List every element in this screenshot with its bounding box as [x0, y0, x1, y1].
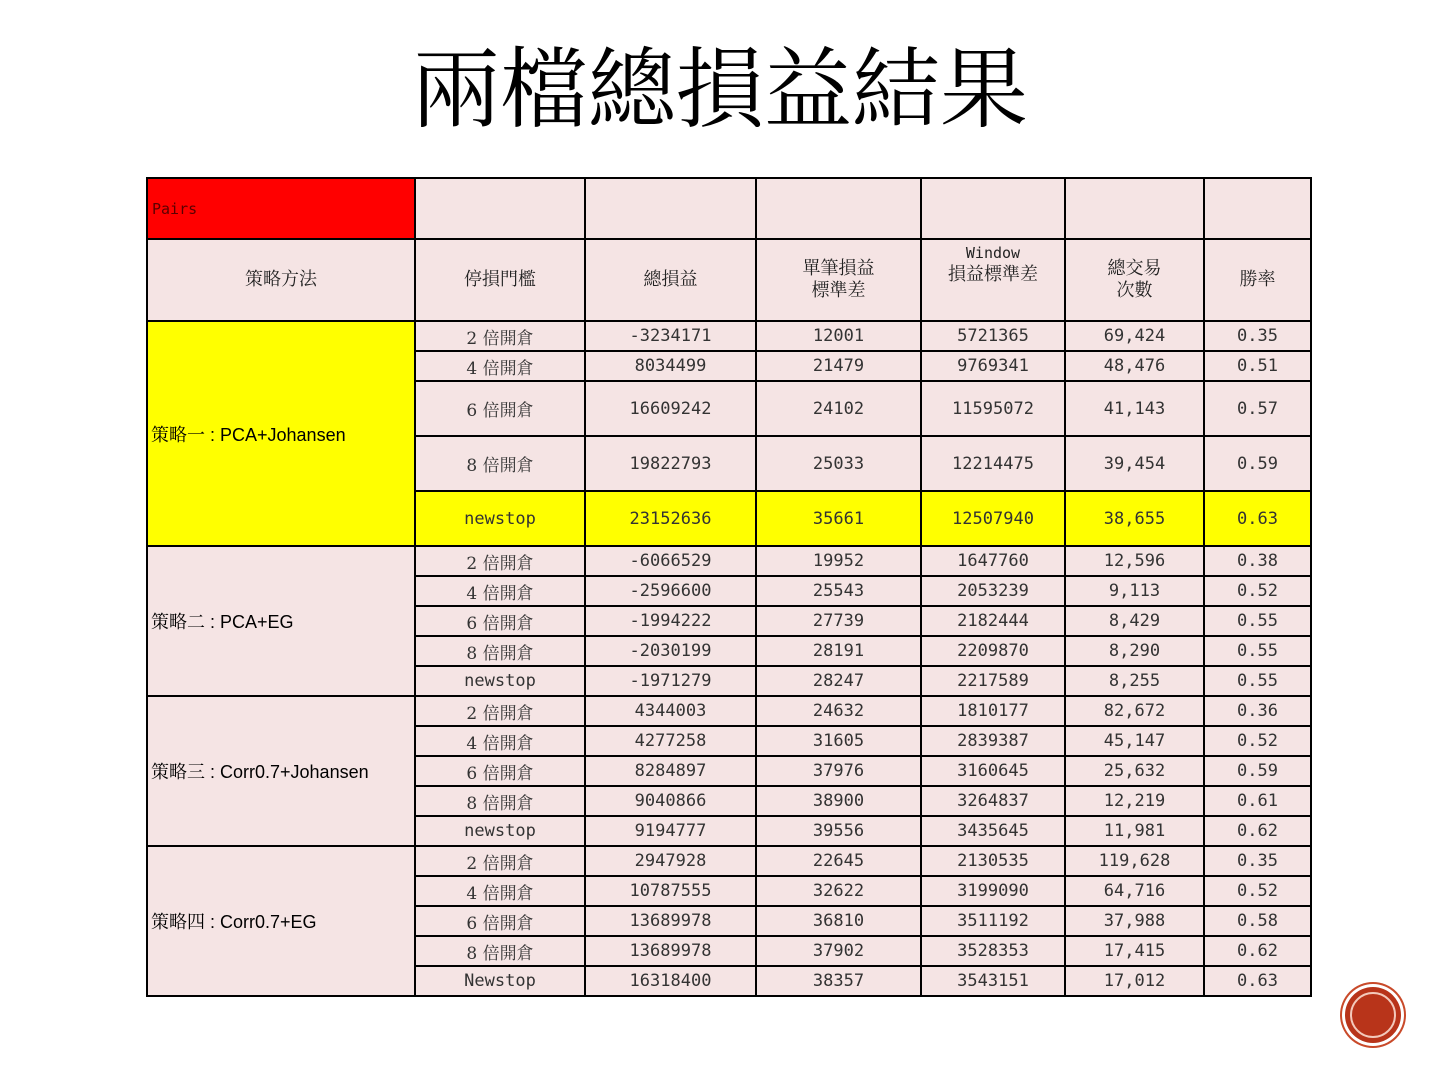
stop-threshold-cell: 2 倍開倉 — [415, 546, 585, 576]
window-std-cell: 3543151 — [921, 966, 1065, 996]
win-rate-cell: 0.62 — [1204, 816, 1311, 846]
window-std-cell: 2839387 — [921, 726, 1065, 756]
table-row — [147, 321, 1311, 351]
header-win-rate: 勝率 — [1204, 239, 1311, 321]
total-pnl-cell: 9194777 — [585, 816, 756, 846]
total-pnl-cell: 23152636 — [585, 491, 756, 546]
trade-count-cell: 11,981 — [1065, 816, 1204, 846]
total-pnl-cell: -6066529 — [585, 546, 756, 576]
trade-count-cell: 8,290 — [1065, 636, 1204, 666]
strategy-name-cell: 策略一 : PCA+Johansen — [147, 321, 415, 546]
stop-threshold-cell: 6 倍開倉 — [415, 381, 585, 436]
trade-std-cell: 32622 — [756, 876, 921, 906]
win-rate-cell: 0.57 — [1204, 381, 1311, 436]
stop-threshold-cell: 4 倍開倉 — [415, 351, 585, 381]
window-std-cell: 3264837 — [921, 786, 1065, 816]
total-pnl-cell: 4344003 — [585, 696, 756, 726]
header-trade-std — [756, 239, 921, 321]
win-rate-cell: 0.58 — [1204, 906, 1311, 936]
header-row — [147, 239, 1311, 321]
total-pnl-cell: 16609242 — [585, 381, 756, 436]
window-std-cell: 2182444 — [921, 606, 1065, 636]
total-pnl-cell: 2947928 — [585, 846, 756, 876]
total-pnl-cell: -1994222 — [585, 606, 756, 636]
stop-threshold-cell: 8 倍開倉 — [415, 936, 585, 966]
strategy-name-cell: 策略二 : PCA+EG — [147, 546, 415, 696]
trade-std-cell: 37902 — [756, 936, 921, 966]
trade-std-cell: 24102 — [756, 381, 921, 436]
win-rate-cell: 0.59 — [1204, 436, 1311, 491]
win-rate-cell: 0.52 — [1204, 576, 1311, 606]
stop-threshold-cell: newstop — [415, 666, 585, 696]
win-rate-cell: 0.51 — [1204, 351, 1311, 381]
win-rate-cell: 0.35 — [1204, 321, 1311, 351]
total-pnl-cell: -2030199 — [585, 636, 756, 666]
window-std-cell: 3199090 — [921, 876, 1065, 906]
trade-std-cell: 28191 — [756, 636, 921, 666]
trade-std-cell: 25033 — [756, 436, 921, 491]
total-pnl-cell: 9040866 — [585, 786, 756, 816]
header-total-pnl: 總損益 — [585, 239, 756, 321]
win-rate-cell: 0.55 — [1204, 666, 1311, 696]
stop-threshold-cell: 8 倍開倉 — [415, 786, 585, 816]
trade-count-cell: 64,716 — [1065, 876, 1204, 906]
total-pnl-cell: 8284897 — [585, 756, 756, 786]
window-std-cell: 11595072 — [921, 381, 1065, 436]
trade-std-cell: 21479 — [756, 351, 921, 381]
strategy-name-cell: 策略四 : Corr0.7+EG — [147, 846, 415, 996]
header-window-std-line1: Window — [965, 244, 1021, 262]
trade-std-cell: 27739 — [756, 606, 921, 636]
stop-threshold-cell: Newstop — [415, 966, 585, 996]
total-pnl-cell: 13689978 — [585, 906, 756, 936]
header-stop-threshold: 停損門檻 — [415, 239, 585, 321]
trade-count-cell: 39,454 — [1065, 436, 1204, 491]
total-pnl-cell: 13689978 — [585, 936, 756, 966]
pairs-cell: Pairs — [147, 178, 415, 239]
window-std-cell: 12214475 — [921, 436, 1065, 491]
win-rate-cell: 0.61 — [1204, 786, 1311, 816]
stop-threshold-cell: 2 倍開倉 — [415, 696, 585, 726]
trade-count-cell: 48,476 — [1065, 351, 1204, 381]
trade-std-cell: 12001 — [756, 321, 921, 351]
window-std-cell: 3160645 — [921, 756, 1065, 786]
win-rate-cell: 0.55 — [1204, 636, 1311, 666]
trade-count-cell: 8,429 — [1065, 606, 1204, 636]
stop-threshold-cell: 6 倍開倉 — [415, 606, 585, 636]
window-std-cell: 2209870 — [921, 636, 1065, 666]
trade-count-cell: 12,596 — [1065, 546, 1204, 576]
window-std-cell: 1810177 — [921, 696, 1065, 726]
trade-std-cell: 25543 — [756, 576, 921, 606]
trade-count-cell: 17,415 — [1065, 936, 1204, 966]
header-window-std-line2: 損益標準差 — [948, 264, 1038, 285]
trade-count-cell: 9,113 — [1065, 576, 1204, 606]
header-trade-std-line2: 標準差 — [811, 280, 866, 301]
win-rate-cell: 0.36 — [1204, 696, 1311, 726]
trade-count-cell: 69,424 — [1065, 321, 1204, 351]
trade-count-cell: 45,147 — [1065, 726, 1204, 756]
stop-threshold-cell: 6 倍開倉 — [415, 756, 585, 786]
window-std-cell: 1647760 — [921, 546, 1065, 576]
window-std-cell: 3528353 — [921, 936, 1065, 966]
window-std-cell: 3435645 — [921, 816, 1065, 846]
header-trade-count — [1065, 239, 1204, 321]
slide-title: 兩檔總損益結果 — [411, 38, 1028, 141]
stop-threshold-cell: 4 倍開倉 — [415, 576, 585, 606]
window-std-cell: 12507940 — [921, 491, 1065, 546]
strategy-name-cell: 策略三 : Corr0.7+Johansen — [147, 696, 415, 846]
header-window-std — [921, 239, 1065, 321]
table-row — [147, 846, 1311, 876]
win-rate-cell: 0.52 — [1204, 726, 1311, 756]
win-rate-cell: 0.63 — [1204, 491, 1311, 546]
empty-cell — [1204, 178, 1311, 239]
stop-threshold-cell: newstop — [415, 816, 585, 846]
header-trade-count-line2: 次數 — [1116, 280, 1153, 301]
win-rate-cell: 0.52 — [1204, 876, 1311, 906]
trade-std-cell: 22645 — [756, 846, 921, 876]
trade-std-cell: 19952 — [756, 546, 921, 576]
trade-std-cell: 24632 — [756, 696, 921, 726]
total-pnl-cell: 8034499 — [585, 351, 756, 381]
total-pnl-cell: -1971279 — [585, 666, 756, 696]
trade-std-cell: 35661 — [756, 491, 921, 546]
window-std-cell: 3511192 — [921, 906, 1065, 936]
total-pnl-cell: 19822793 — [585, 436, 756, 491]
total-pnl-cell: 4277258 — [585, 726, 756, 756]
stop-threshold-cell: 8 倍開倉 — [415, 436, 585, 491]
trade-count-cell: 38,655 — [1065, 491, 1204, 546]
win-rate-cell: 0.62 — [1204, 936, 1311, 966]
win-rate-cell: 0.38 — [1204, 546, 1311, 576]
header-strategy: 策略方法 — [147, 239, 415, 321]
win-rate-cell: 0.35 — [1204, 846, 1311, 876]
table-row — [147, 696, 1311, 726]
header-trade-count-line1: 總交易 — [1107, 258, 1162, 279]
trade-std-cell: 36810 — [756, 906, 921, 936]
trade-count-cell: 41,143 — [1065, 381, 1204, 436]
total-pnl-cell: -2596600 — [585, 576, 756, 606]
stop-threshold-cell: 2 倍開倉 — [415, 321, 585, 351]
trade-std-cell: 38357 — [756, 966, 921, 996]
stop-threshold-cell: newstop — [415, 491, 585, 546]
trade-count-cell: 8,255 — [1065, 666, 1204, 696]
window-std-cell: 2130535 — [921, 846, 1065, 876]
window-std-cell: 2053239 — [921, 576, 1065, 606]
stop-threshold-cell: 4 倍開倉 — [415, 876, 585, 906]
trade-count-cell: 17,012 — [1065, 966, 1204, 996]
trade-std-cell: 39556 — [756, 816, 921, 846]
pairs-row — [147, 178, 1311, 239]
trade-count-cell: 82,672 — [1065, 696, 1204, 726]
trade-std-cell: 38900 — [756, 786, 921, 816]
win-rate-cell: 0.55 — [1204, 606, 1311, 636]
window-std-cell: 9769341 — [921, 351, 1065, 381]
empty-cell — [585, 178, 756, 239]
trade-count-cell: 12,219 — [1065, 786, 1204, 816]
win-rate-cell: 0.63 — [1204, 966, 1311, 996]
results-table — [146, 177, 1312, 997]
trade-std-cell: 28247 — [756, 666, 921, 696]
empty-cell — [756, 178, 921, 239]
trade-count-cell: 119,628 — [1065, 846, 1204, 876]
trade-std-cell: 37976 — [756, 756, 921, 786]
window-std-cell: 2217589 — [921, 666, 1065, 696]
stop-threshold-cell: 8 倍開倉 — [415, 636, 585, 666]
trade-count-cell: 37,988 — [1065, 906, 1204, 936]
trade-std-cell: 31605 — [756, 726, 921, 756]
stop-threshold-cell: 2 倍開倉 — [415, 846, 585, 876]
total-pnl-cell: 10787555 — [585, 876, 756, 906]
trade-count-cell: 25,632 — [1065, 756, 1204, 786]
table-row — [147, 546, 1311, 576]
results-table-body — [147, 178, 1311, 996]
stop-threshold-cell: 6 倍開倉 — [415, 906, 585, 936]
circle-logo-icon — [1342, 984, 1404, 1046]
total-pnl-cell: 16318400 — [585, 966, 756, 996]
empty-cell — [1065, 178, 1204, 239]
window-std-cell: 5721365 — [921, 321, 1065, 351]
header-trade-std-line1: 單筆損益 — [802, 258, 875, 279]
empty-cell — [921, 178, 1065, 239]
empty-cell — [415, 178, 585, 239]
win-rate-cell: 0.59 — [1204, 756, 1311, 786]
stop-threshold-cell: 4 倍開倉 — [415, 726, 585, 756]
total-pnl-cell: -3234171 — [585, 321, 756, 351]
